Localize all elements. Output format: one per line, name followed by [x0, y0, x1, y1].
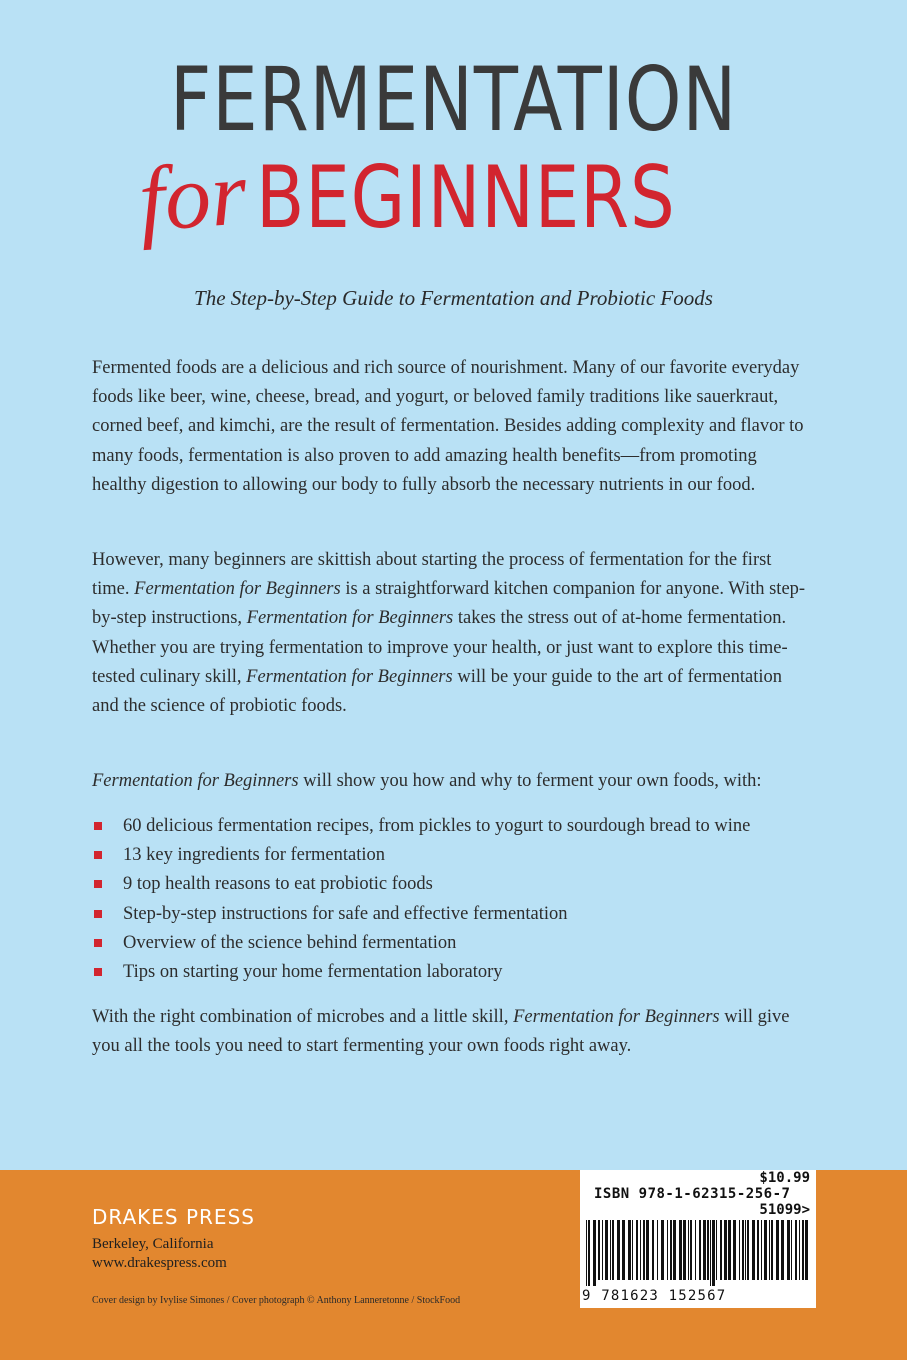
feature-list — [92, 812, 852, 987]
barcode-bar — [617, 1220, 620, 1280]
barcode-bar — [612, 1220, 614, 1280]
p2-book-title-3: Fermentation for Beginners — [246, 666, 453, 687]
barcode-bar — [795, 1220, 797, 1280]
barcode-bar — [688, 1220, 689, 1280]
barcode-bar — [781, 1220, 784, 1280]
barcode-bar — [764, 1220, 767, 1280]
barcode-bar — [588, 1220, 590, 1286]
barcode-bar — [657, 1220, 658, 1280]
barcode-bar — [728, 1220, 731, 1280]
barcode-bar — [679, 1220, 682, 1280]
isbn-text: ISBN 978-1-62315-256-7 — [594, 1186, 791, 1202]
p2-text-a: However, many beginners are skittish about starting the process of fermentation for the first time. — [92, 550, 772, 600]
barcode-bar — [761, 1220, 762, 1280]
barcode-bars — [584, 1220, 812, 1286]
paragraph-2 — [92, 546, 812, 721]
barcode-bar — [752, 1220, 755, 1280]
p2-text-g: will be your guide to the art of fermentation and the science of probiotic foods. — [92, 666, 783, 717]
list-item-text: 9 top health reasons to eat probiotic foods — [123, 874, 433, 895]
tagline: The Step-by-Step Guide to Fermentation and Probiotic Foods — [194, 286, 713, 310]
barcode-bar — [724, 1220, 727, 1280]
barcode-bar — [652, 1220, 654, 1280]
price-code: 51099> — [759, 1202, 810, 1218]
barcode-bar — [670, 1220, 672, 1280]
barcode-bar — [661, 1220, 664, 1280]
barcode-bar — [776, 1220, 779, 1280]
paragraph-3 — [92, 767, 812, 796]
barcode-bar — [787, 1220, 790, 1280]
list-item-text: Overview of the science behind fermentation — [123, 932, 457, 953]
paragraph-1: Fermented foods are a delicious and rich source of nourishment. Many of our favorite everyday foods like beer, wine, cheese, bread, and yogurt, or beloved family traditions like sauerkraut, corned beef, and kimchi, are the result of fermentation. Besides adding complexity and flavor to many foods, fermentation is also proven to add amazing health benefits—from promoting healthy digestion to allowing our body to fully absorb the necessary nutrients in our food. — [92, 358, 804, 495]
barcode-bar — [771, 1220, 773, 1280]
bullet-square-icon — [94, 939, 102, 947]
barcode-bar — [745, 1220, 746, 1280]
bullet-square-icon — [94, 851, 102, 859]
barcode-bar — [707, 1220, 709, 1280]
barcode-bar — [757, 1220, 759, 1280]
barcode-bar — [710, 1220, 711, 1286]
paragraph-4 — [92, 1003, 812, 1061]
barcode-bar — [739, 1220, 740, 1280]
barcode-bar — [690, 1220, 692, 1280]
barcode-bar — [802, 1220, 804, 1280]
p2-text-c: is a straightforward kitchen companion for anyone. With step-by-step instructions, — [92, 579, 806, 629]
title-line-2 — [0, 141, 907, 251]
publisher-name: DRAKES PRESS — [92, 1205, 255, 1229]
barcode-bar — [733, 1220, 736, 1280]
barcode-bar — [646, 1220, 649, 1280]
barcode-bar — [610, 1220, 611, 1280]
publisher-city: Berkeley, California — [92, 1236, 214, 1252]
barcode-bar — [586, 1220, 587, 1286]
barcode-bar — [598, 1220, 600, 1280]
p2-book-title-1: Fermentation for Beginners — [134, 579, 341, 600]
barcode-bar — [712, 1220, 715, 1286]
barcode-bar — [622, 1220, 625, 1280]
list-item — [92, 841, 852, 870]
barcode-bar — [747, 1220, 749, 1280]
list-item — [92, 958, 852, 987]
bullet-square-icon — [94, 968, 102, 976]
publisher-url: www.drakespress.com — [92, 1255, 227, 1271]
barcode-bar — [636, 1220, 638, 1280]
p4-book-title: Fermentation for Beginners — [513, 1007, 720, 1027]
cover-credits: Cover design by Ivylise Simones / Cover photograph © Anthony Lanneretonne / StockFood — [92, 1295, 461, 1306]
bullet-square-icon — [94, 822, 102, 830]
list-item — [92, 929, 852, 958]
price: $10.99 — [759, 1170, 810, 1186]
list-item — [92, 812, 852, 841]
barcode-bar — [716, 1220, 717, 1280]
list-item — [92, 870, 852, 899]
list-item — [92, 900, 852, 929]
barcode-bar — [602, 1220, 603, 1280]
list-item-text: Tips on starting your home fermentation laboratory — [123, 961, 503, 982]
barcode-bar — [805, 1220, 808, 1280]
title-for: for — [135, 141, 250, 251]
barcode-bar — [640, 1220, 641, 1280]
bullet-square-icon — [94, 910, 102, 918]
barcode-bar — [683, 1220, 686, 1280]
barcode-bar — [791, 1220, 792, 1280]
barcode-bar — [799, 1220, 800, 1280]
barcode-bar — [673, 1220, 676, 1280]
title-beginners: BEGINNERS — [256, 148, 676, 248]
barcode-bar — [628, 1220, 631, 1280]
barcode-bar — [769, 1220, 770, 1280]
barcode-bar — [703, 1220, 706, 1280]
barcode-number: 9 781623 152567 — [582, 1288, 727, 1304]
barcode-bar — [695, 1220, 696, 1280]
title-line-1: FERMENTATION — [169, 48, 738, 151]
barcode-bar — [605, 1220, 608, 1280]
p3-text: will show you how and why to ferment your own foods, with: — [298, 771, 762, 791]
list-item-text: 60 delicious fermentation recipes, from pickles to yogurt to sourdough bread to wine — [123, 816, 751, 836]
p2-text-e: takes the stress out of at-home fermentation. Whether you are trying fermentation to improve your health, or just want to explore this time-tested culinary skill, — [92, 608, 788, 687]
barcode-bar — [699, 1220, 701, 1280]
bullet-square-icon — [94, 880, 102, 888]
barcode-bar — [643, 1220, 645, 1280]
list-item-text: 13 key ingredients for fermentation — [123, 845, 385, 866]
barcode-bar — [720, 1220, 722, 1280]
p4-text-a: With the right combination of microbes and a little skill, — [92, 1007, 514, 1027]
p3-book-title: Fermentation for Beginners — [92, 771, 299, 791]
barcode-label — [580, 1170, 816, 1308]
barcode-bar — [667, 1220, 668, 1280]
barcode-bar — [593, 1220, 596, 1286]
barcode-bar — [632, 1220, 633, 1280]
p2-book-title-2: Fermentation for Beginners — [246, 608, 454, 629]
p4-text-c: will give you all the tools you need to start fermenting your own foods right away. — [92, 1007, 790, 1057]
list-item-text: Step-by-step instructions for safe and effective fermentation — [123, 903, 568, 924]
barcode-bar — [742, 1220, 744, 1280]
